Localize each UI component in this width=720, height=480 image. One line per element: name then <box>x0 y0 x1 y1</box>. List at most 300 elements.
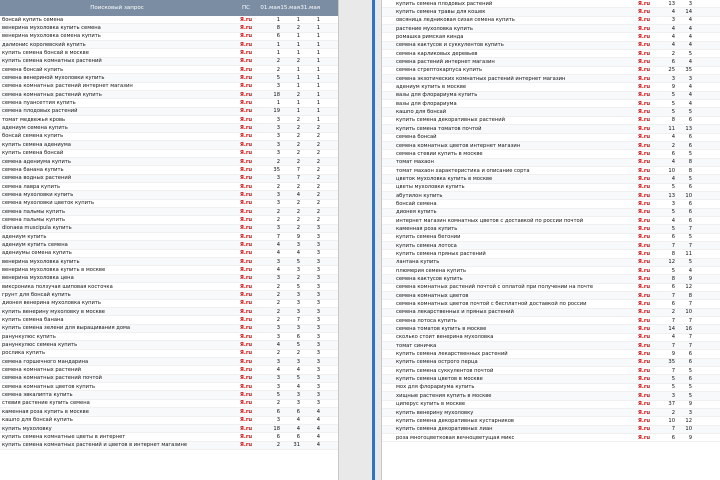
search-engine-cell: Я.ru <box>239 442 253 449</box>
query-cell: семена мухоловки купить <box>2 191 74 198</box>
value-cell-date-2: 4 <box>296 191 300 198</box>
search-engine-cell: Я.ru <box>637 242 651 249</box>
header-date-3: 31.мая <box>300 5 320 11</box>
query-cell: купить венерину мухоловку в москве <box>2 308 105 315</box>
value-cell-date-3: 2 <box>316 125 320 132</box>
table-row <box>0 417 338 425</box>
table-row <box>0 16 338 24</box>
search-engine-cell: Я.ru <box>239 283 253 290</box>
search-engine-cell: Я.ru <box>239 367 253 374</box>
table-row <box>382 92 720 100</box>
table-row <box>382 300 720 308</box>
value-cell-date-1: 5 <box>671 184 675 191</box>
search-engine-cell: Я.ru <box>637 192 651 199</box>
value-cell-date-1: 5 <box>671 384 675 391</box>
value-cell-date-1: 3 <box>276 200 280 207</box>
value-cell-date-1: 2 <box>276 400 280 407</box>
value-cell-date-1: 2 <box>671 309 675 316</box>
query-cell: грунт для бонсай купить <box>2 292 71 299</box>
table-row <box>382 192 720 200</box>
search-engine-cell: Я.ru <box>239 183 253 190</box>
search-engine-cell: Я.ru <box>637 292 651 299</box>
table-row <box>0 308 338 316</box>
search-engine-cell: Я.ru <box>637 384 651 391</box>
value-cell-date-1: 7 <box>671 317 675 324</box>
query-cell: хищные растения купить в москве <box>396 392 492 399</box>
value-cell-date-1: 2 <box>276 58 280 65</box>
table-row <box>0 41 338 49</box>
search-engine-cell: Я.ru <box>239 191 253 198</box>
value-cell-date-2: 8 <box>688 292 692 299</box>
table-row <box>0 141 338 149</box>
search-engine-cell: Я.ru <box>637 392 651 399</box>
query-cell: семена растений интернет магазин <box>396 59 495 66</box>
value-cell-date-1: 18 <box>273 425 280 432</box>
table-row <box>382 100 720 108</box>
table-row <box>0 58 338 66</box>
search-engine-cell: Я.ru <box>637 259 651 266</box>
table-row <box>0 150 338 158</box>
table-row <box>382 334 720 342</box>
table-row <box>382 284 720 292</box>
value-cell-date-1: 3 <box>276 258 280 265</box>
value-cell-date-1: 3 <box>276 133 280 140</box>
value-cell-date-1: 3 <box>276 225 280 232</box>
table-row <box>0 33 338 41</box>
value-cell-date-1: 8 <box>671 117 675 124</box>
search-engine-cell: Я.ru <box>637 34 651 41</box>
query-cell: семена кактусов и суккулентов купить <box>396 42 504 49</box>
value-cell-date-2: 1 <box>296 50 300 57</box>
query-cell: купить семена декоративных кустарников <box>396 417 514 424</box>
table-row <box>0 258 338 266</box>
value-cell-date-1: 4 <box>671 34 675 41</box>
search-engine-cell: Я.ru <box>637 184 651 191</box>
value-cell-date-3: 1 <box>316 83 320 90</box>
value-cell-date-1: 3 <box>276 383 280 390</box>
value-cell-date-2: 35 <box>685 67 692 74</box>
value-cell-date-3: 1 <box>316 33 320 40</box>
search-engine-cell: Я.ru <box>637 367 651 374</box>
table-row <box>382 8 720 16</box>
table-row <box>382 33 720 41</box>
value-cell-date-1: 3 <box>671 200 675 207</box>
table-row <box>382 42 720 50</box>
value-cell-date-1: 5 <box>671 225 675 232</box>
query-cell: купить венерину мухоловку <box>396 409 474 416</box>
query-cell: адениум купить в москве <box>396 84 467 91</box>
value-cell-date-3: 2 <box>316 191 320 198</box>
value-cell-date-1: 3 <box>276 333 280 340</box>
search-engine-cell: Я.ru <box>637 267 651 274</box>
query-cell: семена пальмы купить <box>2 216 66 223</box>
value-cell-date-1: 7 <box>671 426 675 433</box>
header-date-2: 15.мая <box>280 5 300 11</box>
value-cell-date-3: 3 <box>316 233 320 240</box>
table-row <box>382 325 720 333</box>
value-cell-date-1: 2 <box>276 308 280 315</box>
value-cell-date-1: 5 <box>671 92 675 99</box>
value-cell-date-2: 2 <box>296 141 300 148</box>
value-cell-date-2: 4 <box>688 84 692 91</box>
table-row <box>0 266 338 274</box>
value-cell-date-3: 1 <box>316 116 320 123</box>
left-rows <box>0 16 338 450</box>
value-cell-date-2: 4 <box>296 417 300 424</box>
value-cell-date-2: 4 <box>688 25 692 32</box>
search-engine-cell: Я.ru <box>239 58 253 65</box>
search-engine-cell: Я.ru <box>239 91 253 98</box>
search-engine-cell: Я.ru <box>239 75 253 82</box>
value-cell-date-2: 14 <box>685 9 692 16</box>
value-cell-date-1: 2 <box>671 409 675 416</box>
search-engine-cell: Я.ru <box>637 409 651 416</box>
value-cell-date-2: 16 <box>685 326 692 333</box>
value-cell-date-2: 5 <box>688 367 692 374</box>
search-engine-cell: Я.ru <box>239 358 253 365</box>
value-cell-date-1: 6 <box>671 284 675 291</box>
value-cell-date-3: 4 <box>316 417 320 424</box>
search-engine-cell: Я.ru <box>239 375 253 382</box>
table-row <box>382 417 720 425</box>
value-cell-date-3: 2 <box>316 216 320 223</box>
table-row <box>0 191 338 199</box>
table-row <box>382 117 720 125</box>
search-engine-cell: Я.ru <box>239 275 253 282</box>
value-cell-date-1: 1 <box>276 41 280 48</box>
value-cell-date-1: 2 <box>276 283 280 290</box>
search-engine-cell: Я.ru <box>239 83 253 90</box>
value-cell-date-2: 3 <box>688 75 692 82</box>
search-engine-cell: Я.ru <box>637 42 651 49</box>
search-engine-cell: Я.ru <box>637 142 651 149</box>
search-engine-cell: Я.ru <box>637 9 651 16</box>
search-engine-cell: Я.ru <box>637 200 651 207</box>
value-cell-date-1: 7 <box>276 233 280 240</box>
search-engine-cell: Я.ru <box>239 300 253 307</box>
query-cell: купить семена лекарственных растений <box>396 351 508 358</box>
value-cell-date-3: 4 <box>316 408 320 415</box>
search-engine-cell: Я.ru <box>239 175 253 182</box>
value-cell-date-2: 3 <box>688 409 692 416</box>
value-cell-date-2: 2 <box>296 183 300 190</box>
value-cell-date-2: 4 <box>688 100 692 107</box>
table-row <box>0 158 338 166</box>
search-engine-cell: Я.ru <box>239 225 253 232</box>
value-cell-date-1: 5 <box>671 100 675 107</box>
table-row <box>0 433 338 441</box>
value-cell-date-3: 3 <box>316 225 320 232</box>
query-cell: бонсай семена <box>396 200 437 207</box>
value-cell-date-2: 2 <box>296 125 300 132</box>
search-engine-cell: Я.ru <box>637 401 651 408</box>
query-cell: купить семена пряных растений <box>396 250 486 257</box>
search-engine-cell: Я.ru <box>239 208 253 215</box>
table-row <box>382 234 720 242</box>
search-engine-cell: Я.ru <box>637 25 651 32</box>
value-cell-date-2: 6 <box>296 333 300 340</box>
search-engine-cell: Я.ru <box>637 426 651 433</box>
value-cell-date-1: 2 <box>276 292 280 299</box>
value-cell-date-2: 2 <box>296 275 300 282</box>
value-cell-date-2: 6 <box>296 408 300 415</box>
query-cell: венерина мухоловка купить семена <box>2 25 101 32</box>
value-cell-date-2: 12 <box>685 284 692 291</box>
query-cell: венерина мухоловка купить в москве <box>2 266 106 273</box>
query-cell: бонсай семена купить <box>2 133 64 140</box>
table-row <box>0 241 338 249</box>
search-engine-cell: Я.ru <box>637 284 651 291</box>
value-cell-date-1: 14 <box>668 326 675 333</box>
value-cell-date-1: 6 <box>276 433 280 440</box>
value-cell-date-2: 8 <box>688 159 692 166</box>
table-row <box>0 442 338 450</box>
value-cell-date-2: 12 <box>685 417 692 424</box>
search-engine-cell: Я.ru <box>637 250 651 257</box>
search-engine-cell: Я.ru <box>637 17 651 24</box>
search-engine-cell: Я.ru <box>637 167 651 174</box>
search-engine-cell: Я.ru <box>239 16 253 23</box>
query-cell: купить семена бегонии <box>396 234 461 241</box>
value-cell-date-2: 3 <box>296 308 300 315</box>
query-cell: каменная роза купить в москве <box>2 408 89 415</box>
value-cell-date-1: 6 <box>276 408 280 415</box>
value-cell-date-1: 3 <box>276 175 280 182</box>
query-cell: ромашка римская кинда <box>396 34 464 41</box>
value-cell-date-1: 3 <box>276 141 280 148</box>
query-cell: купить семена комнатные цветы в интернет <box>2 433 126 440</box>
value-cell-date-1: 18 <box>273 91 280 98</box>
value-cell-date-2: 6 <box>688 376 692 383</box>
search-engine-cell: Я.ru <box>239 266 253 273</box>
query-cell: семена комнатных цветов интернет магазин <box>396 142 521 149</box>
search-engine-cell: Я.ru <box>637 351 651 358</box>
value-cell-date-1: 2 <box>276 442 280 449</box>
value-cell-date-3: 3 <box>316 400 320 407</box>
value-cell-date-1: 2 <box>276 216 280 223</box>
value-cell-date-3: 3 <box>316 292 320 299</box>
table-row <box>382 175 720 183</box>
query-cell: томат махаон характеристика и описание сорта <box>396 167 530 174</box>
value-cell-date-3: 3 <box>316 317 320 324</box>
query-cell: далионис королевский купить <box>2 41 86 48</box>
value-cell-date-1: 4 <box>276 342 280 349</box>
value-cell-date-2: 6 <box>688 209 692 216</box>
query-cell: ранункулюс семена купить <box>2 342 78 349</box>
value-cell-date-3: 3 <box>316 308 320 315</box>
value-cell-date-2: 9 <box>688 276 692 283</box>
value-cell-date-2: 2 <box>296 200 300 207</box>
query-cell: ранункулюс купить <box>2 333 56 340</box>
table-row <box>0 350 338 358</box>
search-engine-cell: Я.ru <box>239 216 253 223</box>
value-cell-date-1: 10 <box>668 167 675 174</box>
query-cell: роза многоцветковая вечноцветущая микс <box>396 434 515 441</box>
query-cell: бонсай купить семена <box>2 16 64 23</box>
search-engine-cell: Я.ru <box>637 92 651 99</box>
value-cell-date-3: 4 <box>316 433 320 440</box>
search-engine-cell: Я.ru <box>637 359 651 366</box>
table-row <box>0 316 338 324</box>
search-engine-cell: Я.ru <box>239 116 253 123</box>
query-cell: цветок мухоловка купить в москве <box>396 175 493 182</box>
search-engine-cell: Я.ru <box>239 250 253 257</box>
query-cell: мох для флорариума купить <box>396 384 475 391</box>
query-cell: адениум семена купить <box>2 125 68 132</box>
value-cell-date-3: 3 <box>316 258 320 265</box>
value-cell-date-1: 6 <box>671 234 675 241</box>
table-row <box>382 159 720 167</box>
query-cell: купить семена бонсай <box>2 150 64 157</box>
value-cell-date-2: 2 <box>296 216 300 223</box>
value-cell-date-2: 10 <box>685 192 692 199</box>
table-row <box>382 409 720 417</box>
search-engine-cell: Я.ru <box>239 317 253 324</box>
table-row <box>382 25 720 33</box>
value-cell-date-3: 3 <box>316 241 320 248</box>
search-engine-cell: Я.ru <box>637 175 651 182</box>
search-engine-cell: Я.ru <box>239 150 253 157</box>
table-row <box>382 401 720 409</box>
value-cell-date-1: 8 <box>671 276 675 283</box>
value-cell-date-1: 5 <box>276 392 280 399</box>
table-row <box>0 74 338 82</box>
search-engine-cell: Я.ru <box>239 417 253 424</box>
value-cell-date-2: 5 <box>688 50 692 57</box>
value-cell-date-1: 9 <box>671 84 675 91</box>
query-cell: купить семена комнатных растений и цветов в интернет магазине <box>2 442 188 449</box>
table-row <box>382 225 720 233</box>
value-cell-date-3: 3 <box>316 392 320 399</box>
query-cell: вазы для флорариума купить <box>396 92 478 99</box>
search-engine-cell: Я.ru <box>637 334 651 341</box>
value-cell-date-1: 13 <box>668 192 675 199</box>
table-row <box>0 425 338 433</box>
query-cell: кашпо для бонсай <box>396 109 447 116</box>
value-cell-date-2: 2 <box>296 25 300 32</box>
query-cell: семена эвкалипта купить <box>2 392 73 399</box>
query-cell: семена венериной мухоловки купить <box>2 75 105 82</box>
search-engine-cell: Я.ru <box>637 276 651 283</box>
table-row <box>382 342 720 350</box>
value-cell-date-3: 2 <box>316 150 320 157</box>
value-cell-date-1: 5 <box>276 75 280 82</box>
table-row <box>382 0 720 8</box>
value-cell-date-2: 6 <box>688 117 692 124</box>
query-cell: купить семена адениума <box>2 141 71 148</box>
table-row <box>0 83 338 91</box>
value-cell-date-3: 2 <box>316 208 320 215</box>
table-row <box>0 166 338 174</box>
value-cell-date-1: 7 <box>671 292 675 299</box>
search-engine-cell: Я.ru <box>637 225 651 232</box>
search-engine-cell: Я.ru <box>637 67 651 74</box>
table-row <box>0 375 338 383</box>
table-row <box>0 183 338 191</box>
value-cell-date-2: 1 <box>296 16 300 23</box>
value-cell-date-3: 3 <box>316 325 320 332</box>
query-cell: цветы мухоловки купить <box>396 184 465 191</box>
query-cell: купить семена бонсай в москве <box>2 50 89 57</box>
search-engine-cell: Я.ru <box>239 108 253 115</box>
value-cell-date-2: 3 <box>296 241 300 248</box>
value-cell-date-1: 35 <box>273 166 280 173</box>
table-row <box>0 250 338 258</box>
search-engine-cell: Я.ru <box>637 209 651 216</box>
query-cell: купить семена декоративных растений <box>396 117 505 124</box>
search-engine-cell: Я.ru <box>637 150 651 157</box>
table-row <box>0 66 338 74</box>
search-engine-cell: Я.ru <box>637 100 651 107</box>
query-cell: купить семена плодовых растений <box>396 0 493 7</box>
value-cell-date-2: 6 <box>688 134 692 141</box>
table-row <box>0 91 338 99</box>
value-cell-date-1: 3 <box>671 17 675 24</box>
value-cell-date-2: 3 <box>296 358 300 365</box>
value-cell-date-2: 5 <box>688 109 692 116</box>
value-cell-date-1: 1 <box>276 100 280 107</box>
query-cell: купить семена лотоса <box>396 242 457 249</box>
value-cell-date-2: 3 <box>296 400 300 407</box>
query-cell: семена комнатных растений купить <box>2 91 102 98</box>
value-cell-date-2: 3 <box>688 0 692 7</box>
search-engine-cell: Я.ru <box>239 133 253 140</box>
value-cell-date-2: 5 <box>296 283 300 290</box>
value-cell-date-2: 7 <box>688 242 692 249</box>
search-engine-cell: Я.ru <box>637 309 651 316</box>
table-row <box>382 142 720 150</box>
query-cell: купить семена декоративных лиан <box>396 426 493 433</box>
query-cell: интернет магазин комнатных цветов с доставкой по россии почтой <box>396 217 584 224</box>
value-cell-date-1: 3 <box>671 75 675 82</box>
search-engine-cell: Я.ru <box>637 342 651 349</box>
query-cell: купить семена травы для кошек <box>396 9 486 16</box>
search-engine-cell: Я.ru <box>637 417 651 424</box>
value-cell-date-1: 6 <box>671 434 675 441</box>
query-cell: венерина мухоловка цена <box>2 275 74 282</box>
table-row <box>0 175 338 183</box>
query-cell: томат махаон <box>396 159 434 166</box>
value-cell-date-2: 6 <box>688 142 692 149</box>
search-engine-cell: Я.ru <box>239 333 253 340</box>
value-cell-date-1: 8 <box>276 25 280 32</box>
table-row <box>382 67 720 75</box>
search-engine-cell: Я.ru <box>637 0 651 7</box>
search-engine-cell: Я.ru <box>239 350 253 357</box>
right-rows <box>382 0 720 442</box>
search-engine-cell: Я.ru <box>637 117 651 124</box>
search-engine-cell: Я.ru <box>239 100 253 107</box>
value-cell-date-1: 25 <box>668 67 675 74</box>
value-cell-date-1: 3 <box>276 325 280 332</box>
query-cell: семена томатов купить в москве <box>396 326 487 333</box>
value-cell-date-2: 4 <box>296 367 300 374</box>
table-row <box>382 392 720 400</box>
value-cell-date-1: 2 <box>276 317 280 324</box>
search-engine-cell: Я.ru <box>239 400 253 407</box>
value-cell-date-1: 3 <box>276 275 280 282</box>
search-engine-cell: Я.ru <box>637 301 651 308</box>
value-cell-date-2: 2 <box>296 350 300 357</box>
value-cell-date-2: 5 <box>296 342 300 349</box>
value-cell-date-1: 4 <box>671 159 675 166</box>
search-engine-cell: Я.ru <box>239 166 253 173</box>
value-cell-date-1: 5 <box>671 267 675 274</box>
query-cell: купить семена острого перца <box>396 359 478 366</box>
query-cell: каменная роза купить <box>396 225 458 232</box>
splitter-bar[interactable] <box>372 0 375 480</box>
value-cell-date-2: 13 <box>685 125 692 132</box>
